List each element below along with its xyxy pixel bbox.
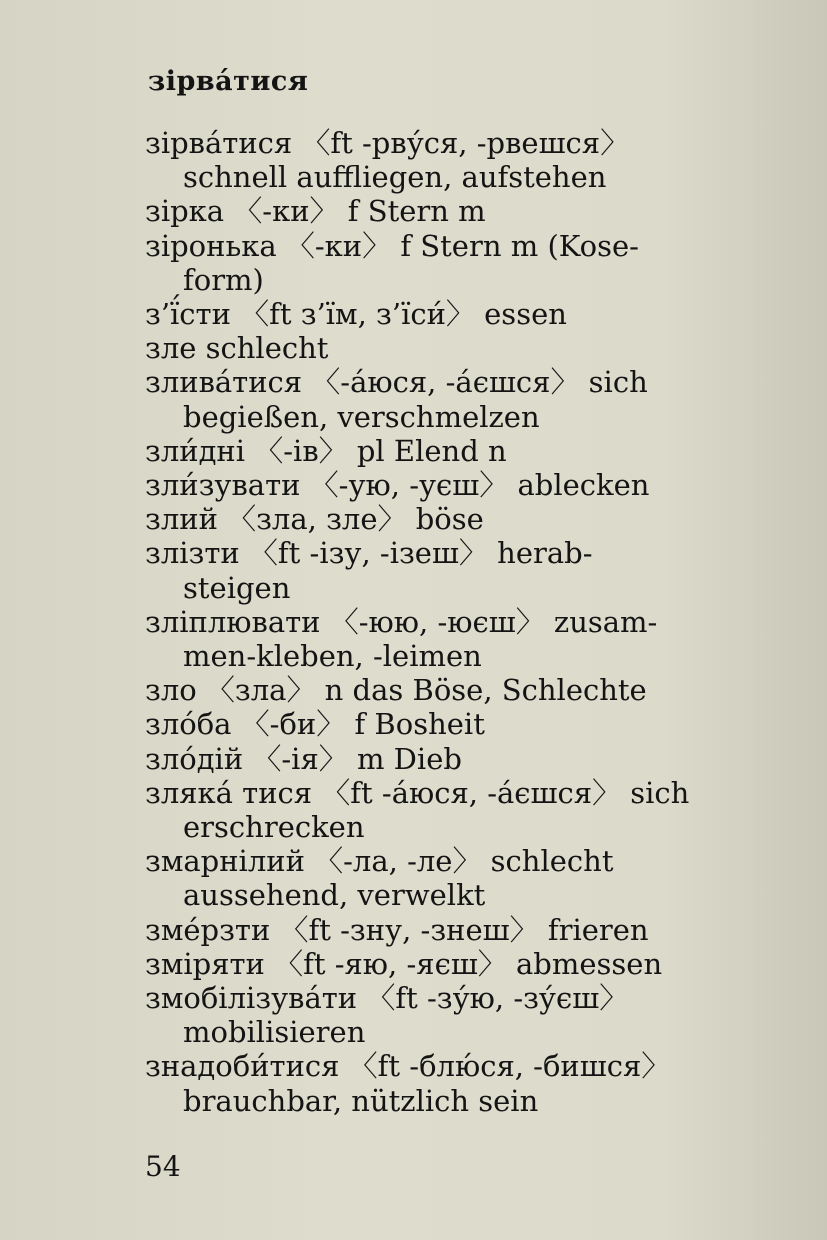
entry-continuation: begießen, verschmelzen	[183, 399, 540, 434]
entry-line: зло́ба 〈-би〉 f Bosheit	[145, 707, 485, 742]
entry-line: злякá тися 〈ft -а́юся, -а́єшся〉 sich	[145, 775, 690, 810]
entry-line: зло 〈зла〉 n das Böse, Schlechte	[145, 673, 647, 708]
entry-line: зміряти 〈ft -яю, -яєш〉 abmessen	[145, 946, 663, 981]
entry-line: змобілізува́ти 〈ft -зу́ю, -зу́єш〉	[145, 981, 629, 1016]
entry	[145, 502, 753, 536]
entry-line: з’ї́сти 〈ft з’їм, з’їси́〉 essen	[145, 297, 567, 332]
entry-line: зло́дій 〈-ія〉 m Dieb	[145, 741, 462, 776]
entry	[145, 913, 753, 947]
entry	[145, 365, 753, 433]
entry	[145, 194, 753, 228]
entry-continuation: mobilisieren	[183, 1015, 366, 1050]
entry-line: зли́дні 〈-ів〉 pl Elend n	[145, 433, 507, 468]
entry	[145, 126, 753, 194]
entry	[145, 981, 753, 1049]
entry-continuation: steigen	[183, 570, 291, 605]
entry	[145, 536, 753, 604]
entry	[145, 844, 753, 912]
entry	[145, 434, 753, 468]
entry-line: зліплювати 〈-юю, -юєш〉 zusam-	[145, 604, 658, 639]
entry	[145, 605, 753, 673]
entry	[145, 1049, 753, 1117]
entry-continuation: schnell auffliegen, aufstehen	[183, 160, 607, 195]
entry-continuation: form)	[183, 262, 264, 297]
entry-line: злий 〈зла, зле〉 böse	[145, 502, 484, 537]
entry-line: зірва́тися 〈ft -рву́ся, -рвешся〉	[145, 126, 630, 160]
entry-continuation: aussehend, verwelkt	[183, 878, 486, 913]
page-number: 54	[145, 1150, 181, 1183]
running-head: зірва́тися	[148, 66, 309, 97]
entry	[145, 947, 753, 981]
entry-continuation: men-kleben, -leimen	[183, 639, 482, 674]
entry-line: зіронька 〈-ки〉 f Stern m (Kose-	[145, 228, 639, 263]
entry-continuation: erschrecken	[183, 810, 365, 845]
entry-line: змарнілий 〈-ла, -ле〉 schlecht	[145, 844, 614, 879]
entry	[145, 673, 753, 707]
entry	[145, 229, 753, 297]
entry	[145, 707, 753, 741]
entry	[145, 468, 753, 502]
entry-line: зме́рзти 〈ft -зну, -знеш〉 frieren	[145, 912, 649, 947]
entry-continuation: brauchbar, nützlich sein	[183, 1083, 539, 1118]
entry-line: зірка 〈-ки〉 f Stern m	[145, 194, 486, 229]
entry-line: знадоби́тися 〈ft -блю́ся, -бишся〉	[145, 1049, 671, 1084]
entry	[145, 776, 753, 844]
entry-line: злива́тися 〈-а́юся, -а́єшся〉 sich	[145, 365, 648, 400]
entry	[145, 742, 753, 776]
entry-line: зли́зувати 〈-ую, -уєш〉 ablecken	[145, 468, 650, 503]
entry-line: зле schlecht	[145, 331, 329, 366]
entry	[145, 297, 753, 331]
entry-line: злізти 〈ft -ізу, -ізеш〉 herab-	[145, 536, 593, 571]
entry-list	[145, 126, 753, 1118]
entry	[145, 331, 753, 365]
